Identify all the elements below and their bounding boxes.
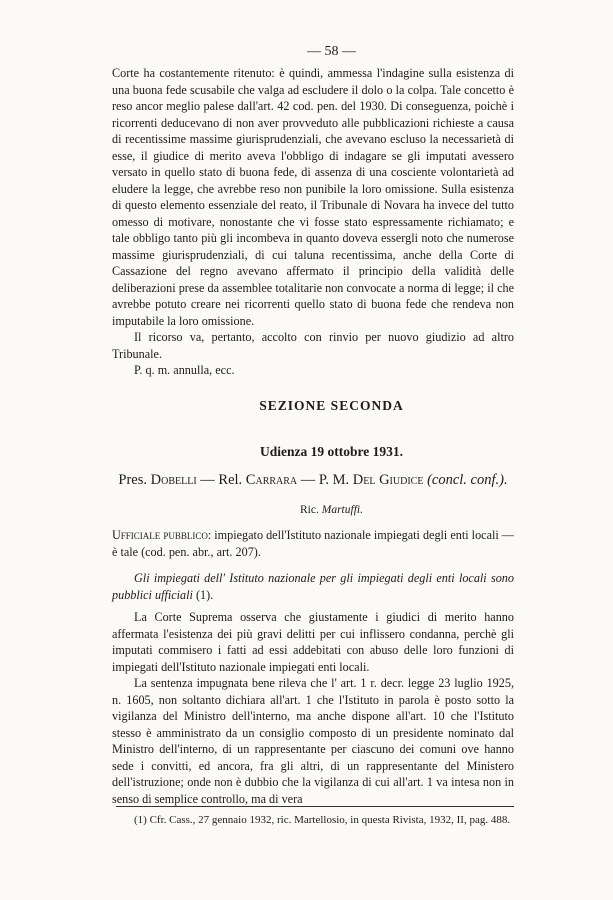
conclusion: (concl. conf.). bbox=[427, 472, 508, 488]
headnote bbox=[112, 527, 514, 560]
appellant-label: Ric. bbox=[300, 504, 319, 516]
headnote-text: impiegato dell'Istituto nazionale impiegati degli enti locali — è tale (cod. pen. abr., art. 207). bbox=[112, 528, 514, 559]
rapporteur-label: — Rel. bbox=[200, 472, 243, 488]
maxim-footnote-ref: (1). bbox=[195, 587, 214, 602]
paragraph: P. q. m. annulla, ecc. bbox=[134, 363, 235, 377]
footnote-text: (1) Cfr. Cass., 27 gennaio 1932, ric. Martellosio, in questa Rivista, 1932, II, pag. 488. bbox=[134, 814, 511, 826]
footnote-divider bbox=[116, 806, 514, 807]
footnote bbox=[112, 813, 514, 828]
hearing-date: Udienza 19 ottobre 1931. bbox=[260, 444, 403, 459]
page-number: — 58 — bbox=[307, 44, 356, 59]
prosecutor-label: — P. M. bbox=[300, 472, 350, 488]
paragraph: Corte ha costantemente ritenuto: è quindi, ammessa l'indagine sulla esistenza di una buona fede scusabile che valga ad escludere il dolo o la colpa. Tale concetto è reso ancor meglio palese dall'art. 42 cod. pen. del 1930. Di conseguenza, poichè i ricorrenti deducevano di non aver provveduto alle pubblicazioni richieste a causa di recentissime massime giurisprudenziali, che avevano escluso la necessarietà di esse, il giudice di merito aveva l'obbligo di indagare se gli imputati avessero versato in quello stato di buona fede, di assenza di una cosciente volontarietà ad eludere la legge, che avrebbe reso non punibile la loro omissione. Sulla esistenza di questo elemento essenziale del reato, il Tribunale di Novara ha invece del tutto omesso di motivare, nonostante che vi fosse stato espressamente richiamato; e tale obbligo tanto più gli incombeva in quanto doveva essergli noto che numerose massime giurisprudenziali, di cui taluna recentissima, anche della Corte di Cassazione del regno avevano affermato il principio della validità delle deliberazioni prese da assemblee totalitarie non convocate a norma di legge; il che avrebbe potuto creare nei ricorrenti quello stato di buona fede che rendeva non imputabile la loro omissione. bbox=[112, 66, 514, 328]
maxim-text: Gli impiegati dell' Istituto nazionale per gli impiegati degli enti locali sono pubblici ufficiali bbox=[112, 571, 514, 602]
court-composition bbox=[112, 472, 514, 489]
paragraph: La sentenza impugnata bene rileva che l' art. 1 r. decr. legge 23 luglio 1925, n. 1605, non soltanto dichiara all'art. 1 che l'Istituto in parola è posto sotto la vigilanza del Ministro dell'interno, ma anche dispone all'art. 10 che l'Istituto stesso è amministrato da un consiglio composto di un presidente nominato dal Ministro dell'interno, di un rappresentante per ciascuno dei comuni ove hanno sede i convitti, ed ancora, fra gli altri, di un rappresentante del Ministero dell'istruzione; onde non è dubbio che la vigilanza di cui all'art. 1 va intesa non in senso di semplice controllo, ma di vera bbox=[112, 676, 514, 806]
maxim bbox=[112, 570, 514, 603]
paragraph: Il ricorso va, pertanto, accolto con rinvio per nuovo giudizio ad altro Tribunale. bbox=[112, 330, 514, 361]
paragraph: La Corte Suprema osserva che giustamente i giudici di merito hanno affermata l'esistenza dei più gravi delitti per cui inflissero condanna, perchè gli imputati commisero i fatti ad essi addebitati con abuso delle loro funzioni di impiegati dell'Istituto nazionale impiegati enti locali. bbox=[112, 610, 514, 674]
headnote-term: Ufficiale pubblico: bbox=[112, 528, 212, 542]
prosecutor-name: Del Giudice bbox=[352, 472, 424, 488]
president-name: Dobelli bbox=[150, 472, 197, 488]
judgment-text bbox=[112, 609, 514, 807]
section-title: SEZIONE SECONDA bbox=[259, 398, 404, 413]
president-label: Pres. bbox=[118, 472, 147, 488]
appellant-name: Martuffi. bbox=[321, 504, 363, 516]
previous-judgment-text bbox=[112, 65, 514, 379]
appellant-line bbox=[0, 504, 613, 516]
rapporteur-name: Carrara bbox=[245, 472, 298, 488]
